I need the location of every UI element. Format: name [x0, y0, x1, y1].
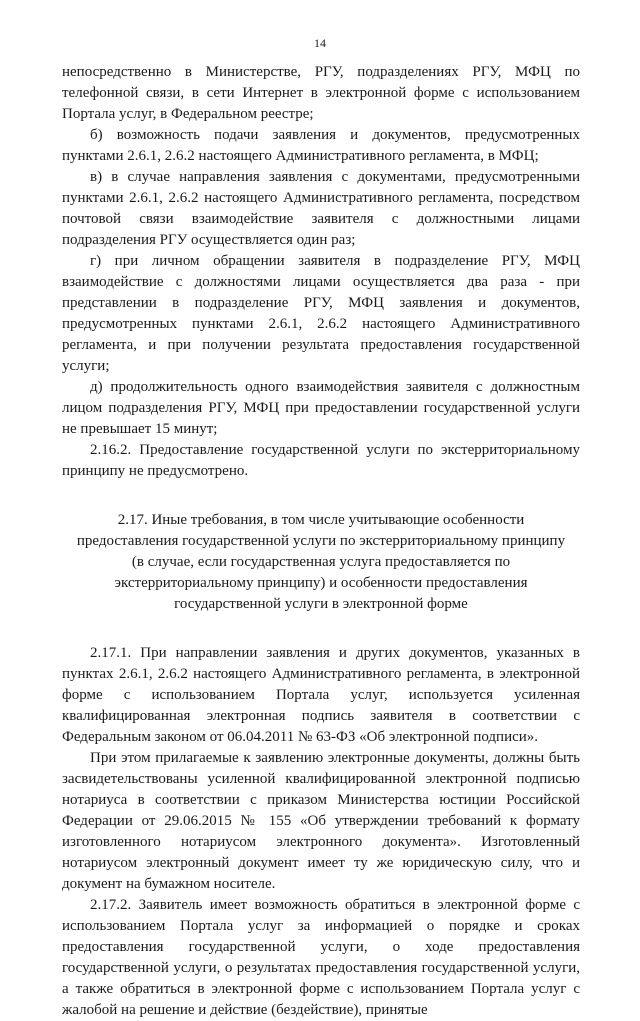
page-number: 14 [314, 36, 326, 50]
section-heading-2-17: 2.17. Иные требования, в том числе учитывающие особенности предоставления государственной услуги по экстерриториальному принципу (в случае, если государственная услуга предоставляется по экстерриториальному принципу) и особенности предоставления государственной услуги в электронной форме [76, 512, 566, 612]
paragraph-2-17-1: 2.17.1. При направлении заявления и других документов, указанных в пунктах 2.6.1, 2.6.2 настоящего Административного регламента, в электронной форме с использованием Портала услуг, используется усиленная квалифицированная электронная подпись заявителя в соответствии с Федеральным законом от 06.04.2011 № 63-ФЗ «Об электронной подписи». [62, 645, 580, 745]
paragraph-item-b: б) возможность подачи заявления и документов, предусмотренных пунктами 2.6.1, 2.6.2 настоящего Административного регламента, в МФЦ; [62, 127, 580, 164]
document-body [62, 62, 580, 1021]
paragraph-notary-requirements: При этом прилагаемые к заявлению электронные документы, должны быть засвидетельствованы усиленной квалифицированной электронной подписью нотариуса в соответствии с приказом Министерства юстиции Российской Федерации от 29.06.2015 № 155 «Об утверждении требований к формату изготовленного нотариусом электронного документа». Изготовленный нотариусом электронный документ имеет ту же юридическую силу, что и документ на бумажном носителе. [62, 750, 580, 892]
paragraph-item-d: д) продолжительность одного взаимодействия заявителя с должностным лицом подразделения РГУ, МФЦ при предоставлении государственной услуги не превышает 15 минут; [62, 379, 580, 437]
paragraph-item-v: в) в случае направления заявления с документами, предусмотренными пунктами 2.6.1, 2.6.2 настоящего Административного регламента, посредством почтовой связи взаимодействие заявителя с должностными лицами подразделения РГУ осуществляется один раз; [62, 169, 580, 248]
paragraph-2-17-2: 2.17.2. Заявитель имеет возможность обратиться в электронной форме с использованием Портала услуг за информацией о порядке и сроках предоставления государственной услуги, о ходе предоставления государственной услуги, о результатах предоставления государственной услуги, а также обратиться в электронной форме с использованием Портала услуг с жалобой на решение и действие (бездействие), принятые [62, 897, 580, 1018]
paragraph-continuation: непосредственно в Министерстве, РГУ, подразделениях РГУ, МФЦ по телефонной связи, в сети Интернет в электронной форме с использованием Портала услуг, в Федеральном реестре; [62, 64, 580, 122]
paragraph-item-g: г) при личном обращении заявителя в подразделение РГУ, МФЦ взаимодействие с должностями лицами осуществляется два раза - при представлении в подразделение РГУ, МФЦ заявления и документов, предусмотренных пунктами 2.6.1, 2.6.2 настоящего Административного регламента, и при получении результата предоставления государственной услуги; [62, 253, 580, 374]
paragraph-2-16-2: 2.16.2. Предоставление государственной услуги по экстерриториальному принципу не предусмотрено. [62, 442, 580, 479]
